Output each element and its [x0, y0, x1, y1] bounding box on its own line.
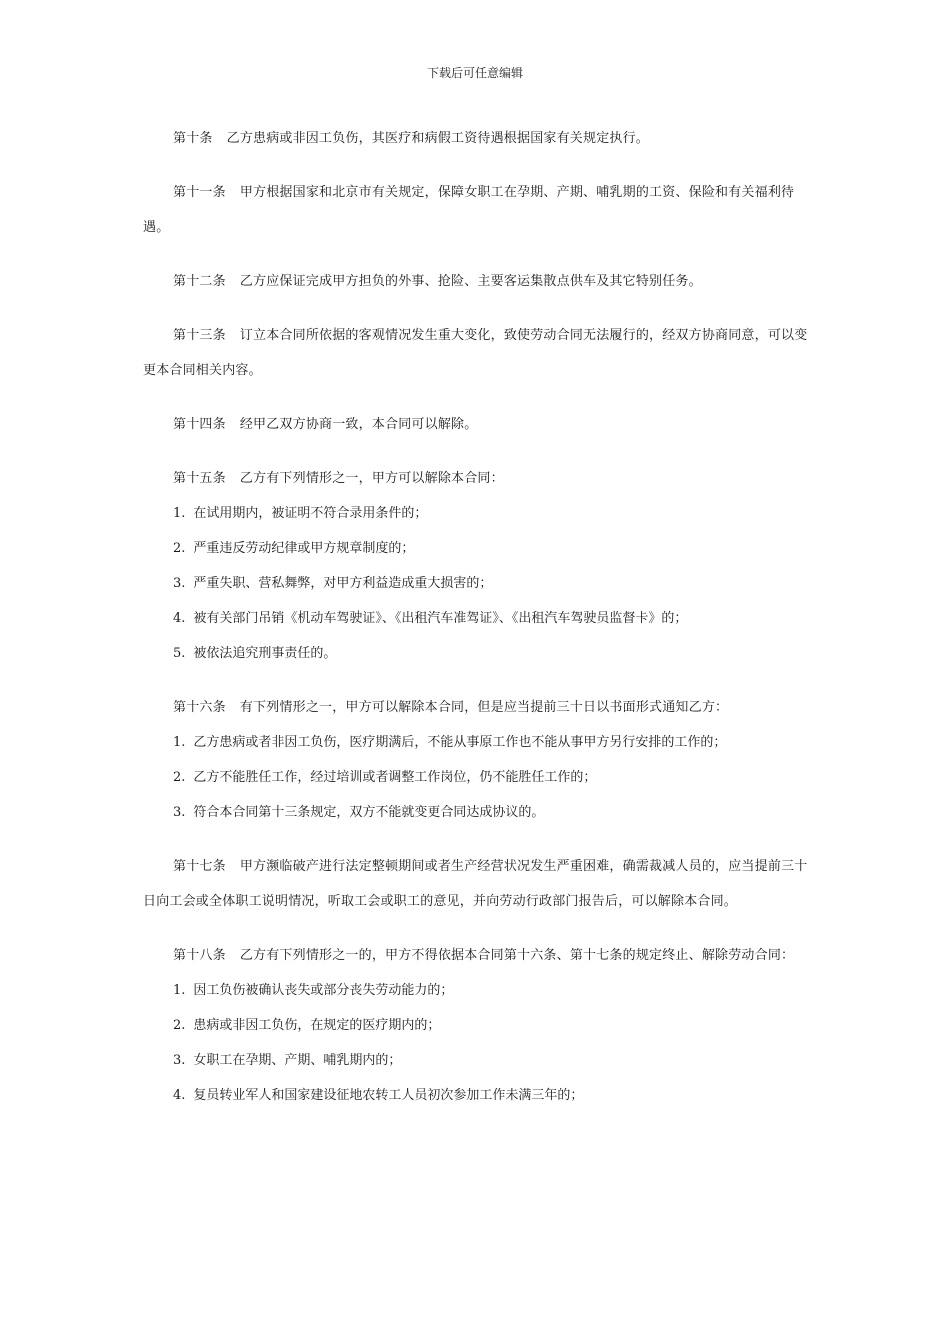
list-item	[143, 1008, 813, 1043]
list-item	[143, 531, 813, 566]
list-item	[143, 973, 813, 1008]
list-item	[143, 725, 813, 760]
article-paragraph	[143, 175, 813, 245]
list-item-number: 4.	[173, 1088, 186, 1103]
list-item-number: 5.	[173, 646, 186, 661]
article-text: 乙方应保证完成甲方担负的外事、抢险、主要客运集散点供车及其它特别任务。	[239, 274, 702, 289]
list-item	[143, 795, 813, 830]
article-text: 经甲乙双方协商一致，本合同可以解除。	[239, 417, 478, 432]
list-item-number: 1.	[173, 506, 186, 521]
article-paragraph	[143, 461, 813, 496]
list-item-text: 患病或非因工负伤，在规定的医疗期内的；	[193, 1018, 441, 1033]
document-body	[143, 121, 813, 1113]
list-item-number: 2.	[173, 541, 186, 556]
article-paragraph	[143, 264, 813, 299]
list-item-text: 在试用期内，被证明不符合录用条件的；	[193, 506, 428, 521]
list-item-text: 乙方患病或者非因工负伤，医疗期满后，不能从事原工作也不能从事甲方另行安排的工作的；	[193, 735, 727, 750]
article-item-list	[143, 496, 813, 671]
article-paragraph	[143, 690, 813, 725]
list-item-text: 复员转业军人和国家建设征地农转工人员初次参加工作未满三年的；	[193, 1088, 584, 1103]
article-title: 第十一条	[173, 185, 226, 200]
list-item	[143, 601, 813, 636]
list-item-number: 1.	[173, 983, 186, 998]
list-item-text: 乙方不能胜任工作，经过培训或者调整工作岗位，仍不能胜任工作的；	[193, 770, 597, 785]
list-item	[143, 760, 813, 795]
article-title: 第十四条	[173, 417, 226, 432]
list-item	[143, 636, 813, 671]
article-text: 订立本合同所依据的客观情况发生重大变化，致使劳动合同无法履行的，经双方协商同意，可以变更本合同相关内容。	[143, 328, 808, 378]
list-item	[143, 1078, 813, 1113]
list-item-number: 3.	[173, 805, 186, 820]
article-text: 乙方有下列情形之一，甲方可以解除本合同：	[239, 471, 504, 486]
list-item-number: 1.	[173, 735, 186, 750]
list-item-text: 女职工在孕期、产期、哺乳期内的；	[193, 1053, 402, 1068]
article-paragraph	[143, 318, 813, 388]
list-item	[143, 566, 813, 601]
list-item-number: 3.	[173, 1053, 186, 1068]
list-item-text: 严重失职、营私舞弊，对甲方利益造成重大损害的；	[193, 576, 493, 591]
list-item-text: 被依法追究刑事责任的。	[193, 646, 337, 661]
article-text: 乙方患病或非因工负伤，其医疗和病假工资待遇根据国家有关规定执行。	[226, 131, 650, 146]
article-title: 第十五条	[173, 471, 226, 486]
article-item-list	[143, 973, 813, 1113]
article-title: 第十条	[173, 131, 213, 146]
article-text: 乙方有下列情形之一的，甲方不得依据本合同第十六条、第十七条的规定终止、解除劳动合同：	[239, 948, 795, 963]
article-title: 第十三条	[173, 328, 226, 343]
article-text: 甲方濒临破产进行法定整顿期间或者生产经营状况发生严重困难，确需裁减人员的，应当提前三十日向工会或全体职工说明情况，听取工会或职工的意见，并向劳动行政部门报告后，可以解除本合同。	[143, 859, 808, 909]
list-item	[143, 1043, 813, 1078]
list-item-text: 因工负伤被确认丧失或部分丧失劳动能力的；	[193, 983, 454, 998]
list-item-number: 3.	[173, 576, 186, 591]
page-header: 下载后可任意编辑	[426, 66, 523, 80]
article-paragraph	[143, 938, 813, 973]
list-item-number: 2.	[173, 770, 186, 785]
article-paragraph	[143, 849, 813, 919]
article-paragraph	[143, 121, 813, 156]
article-text: 甲方根据国家和北京市有关规定，保障女职工在孕期、产期、哺乳期的工资、保险和有关福利待遇。	[143, 185, 795, 235]
list-item-number: 2.	[173, 1018, 186, 1033]
list-item-text: 严重违反劳动纪律或甲方规章制度的；	[193, 541, 415, 556]
article-text: 有下列情形之一，甲方可以解除本合同，但是应当提前三十日以书面形式通知乙方：	[239, 700, 729, 715]
article-title: 第十七条	[173, 859, 226, 874]
article-paragraph	[143, 407, 813, 442]
article-item-list	[143, 725, 813, 830]
article-title: 第十六条	[173, 700, 226, 715]
article-title: 第十二条	[173, 274, 226, 289]
list-item	[143, 496, 813, 531]
list-item-text: 被有关部门吊销《机动车驾驶证》、《出租汽车准驾证》、《出租汽车驾驶员监督卡》的；	[193, 611, 688, 626]
list-item-text: 符合本合同第十三条规定，双方不能就变更合同达成协议的。	[193, 805, 545, 820]
article-title: 第十八条	[173, 948, 226, 963]
list-item-number: 4.	[173, 611, 186, 626]
